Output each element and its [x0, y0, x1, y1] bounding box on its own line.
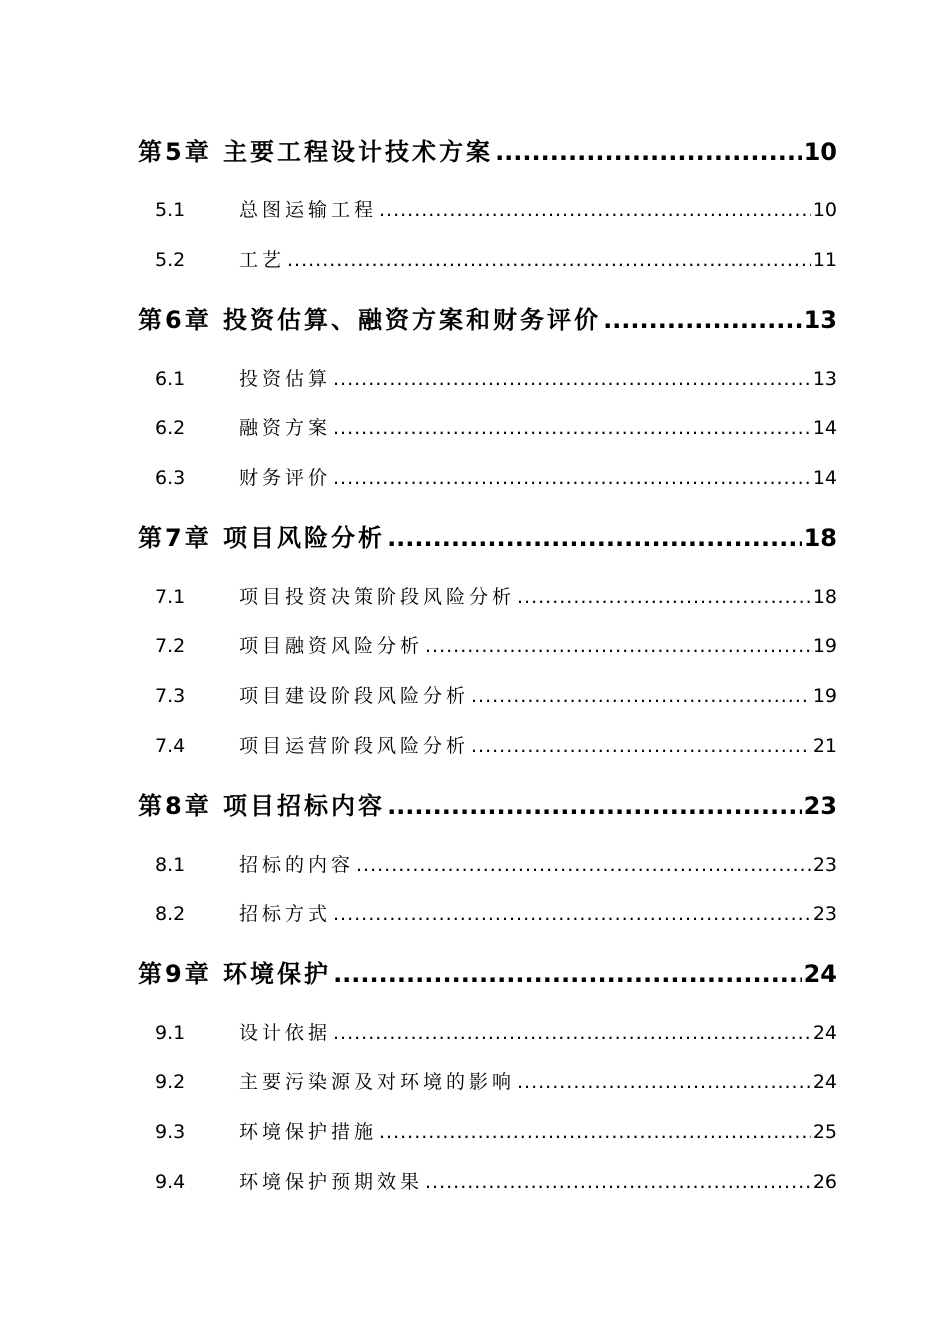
section-number: 6.2 [155, 417, 186, 439]
page-number: 13 [812, 368, 837, 390]
section-number: 9.4 [155, 1171, 186, 1193]
section-number: 9.2 [155, 1071, 186, 1093]
dot-leader [333, 900, 811, 928]
section-number: 6.1 [155, 368, 186, 390]
toc-chapter-6[interactable] [138, 303, 837, 337]
section-number: 5.1 [155, 199, 186, 221]
section-title: 主要污染源及对环境的影响 [239, 1071, 516, 1093]
toc-section-7-2[interactable] [138, 632, 837, 660]
dot-leader [287, 246, 811, 274]
section-number: 9.3 [155, 1121, 186, 1143]
section-title: 项目投资决策阶段风险分析 [239, 586, 516, 608]
section-title: 项目融资风险分析 [239, 635, 424, 657]
dot-leader [517, 583, 811, 611]
toc-section-8-2[interactable] [138, 900, 837, 928]
chapter-title: 第7章 项目风险分析 [138, 524, 386, 552]
page-number: 14 [812, 417, 837, 439]
toc-section-9-4[interactable] [138, 1168, 837, 1196]
dot-leader [603, 303, 802, 337]
dot-leader [356, 851, 811, 879]
toc-section-9-2[interactable] [138, 1068, 837, 1096]
toc-section-6-3[interactable] [138, 464, 837, 492]
dot-leader [379, 196, 811, 224]
section-number: 7.1 [155, 586, 186, 608]
page-number: 10 [803, 138, 837, 166]
page-number: 23 [803, 792, 837, 820]
section-title: 项目运营阶段风险分析 [239, 735, 470, 757]
dot-leader [333, 957, 802, 991]
section-number: 7.3 [155, 685, 186, 707]
dot-leader [379, 1118, 811, 1146]
toc-section-9-1[interactable] [138, 1019, 837, 1047]
dot-leader [387, 789, 802, 823]
section-title: 环境保护预期效果 [239, 1171, 424, 1193]
section-title: 总图运输工程 [239, 199, 378, 221]
page-number: 13 [803, 306, 837, 334]
section-title: 融资方案 [239, 417, 332, 439]
section-title: 财务评价 [239, 467, 332, 489]
chapter-title: 第8章 项目招标内容 [138, 792, 386, 820]
page-number: 26 [812, 1171, 837, 1193]
section-number: 6.3 [155, 467, 186, 489]
dot-leader [517, 1068, 811, 1096]
dot-leader [333, 464, 811, 492]
page-number: 18 [803, 524, 837, 552]
page-number: 23 [812, 903, 837, 925]
dot-leader [333, 1019, 811, 1047]
toc-chapter-9[interactable] [138, 957, 837, 991]
toc-section-5-2[interactable] [138, 246, 837, 274]
section-title: 环境保护措施 [239, 1121, 378, 1143]
toc-chapter-7[interactable] [138, 521, 837, 555]
page-number: 14 [812, 467, 837, 489]
toc-section-9-3[interactable] [138, 1118, 837, 1146]
page-number: 10 [812, 199, 837, 221]
toc-section-7-4[interactable] [138, 732, 837, 760]
page-number: 18 [812, 586, 837, 608]
dot-leader [471, 682, 811, 710]
section-number: 9.1 [155, 1022, 186, 1044]
toc-section-7-1[interactable] [138, 583, 837, 611]
toc-chapter-5[interactable] [138, 135, 837, 169]
dot-leader [333, 365, 811, 393]
chapter-title: 第6章 投资估算、融资方案和财务评价 [138, 306, 602, 334]
section-number: 8.2 [155, 903, 186, 925]
dot-leader [387, 521, 802, 555]
dot-leader [425, 632, 811, 660]
section-title: 招标方式 [239, 903, 332, 925]
dot-leader [425, 1168, 811, 1196]
dot-leader [333, 414, 811, 442]
section-title: 工艺 [239, 249, 286, 271]
page-number: 19 [812, 685, 837, 707]
page-number: 25 [812, 1121, 837, 1143]
toc-section-8-1[interactable] [138, 851, 837, 879]
section-number: 7.4 [155, 735, 186, 757]
toc-chapter-8[interactable] [138, 789, 837, 823]
section-title: 投资估算 [239, 368, 332, 390]
page-number: 11 [812, 249, 837, 271]
page-number: 24 [812, 1022, 837, 1044]
section-title: 招标的内容 [239, 854, 355, 876]
page-number: 24 [812, 1071, 837, 1093]
page-number: 21 [812, 735, 837, 757]
page-number: 23 [812, 854, 837, 876]
section-number: 8.1 [155, 854, 186, 876]
chapter-title: 第9章 环境保护 [138, 960, 332, 988]
section-title: 项目建设阶段风险分析 [239, 685, 470, 707]
page-number: 24 [803, 960, 837, 988]
toc-section-5-1[interactable] [138, 196, 837, 224]
toc-section-7-3[interactable] [138, 682, 837, 710]
toc-section-6-1[interactable] [138, 365, 837, 393]
section-number: 5.2 [155, 249, 186, 271]
dot-leader [495, 135, 802, 169]
chapter-title: 第5章 主要工程设计技术方案 [138, 138, 494, 166]
page-number: 19 [812, 635, 837, 657]
dot-leader [471, 732, 811, 760]
section-number: 7.2 [155, 635, 186, 657]
toc-section-6-2[interactable] [138, 414, 837, 442]
section-title: 设计依据 [239, 1022, 332, 1044]
